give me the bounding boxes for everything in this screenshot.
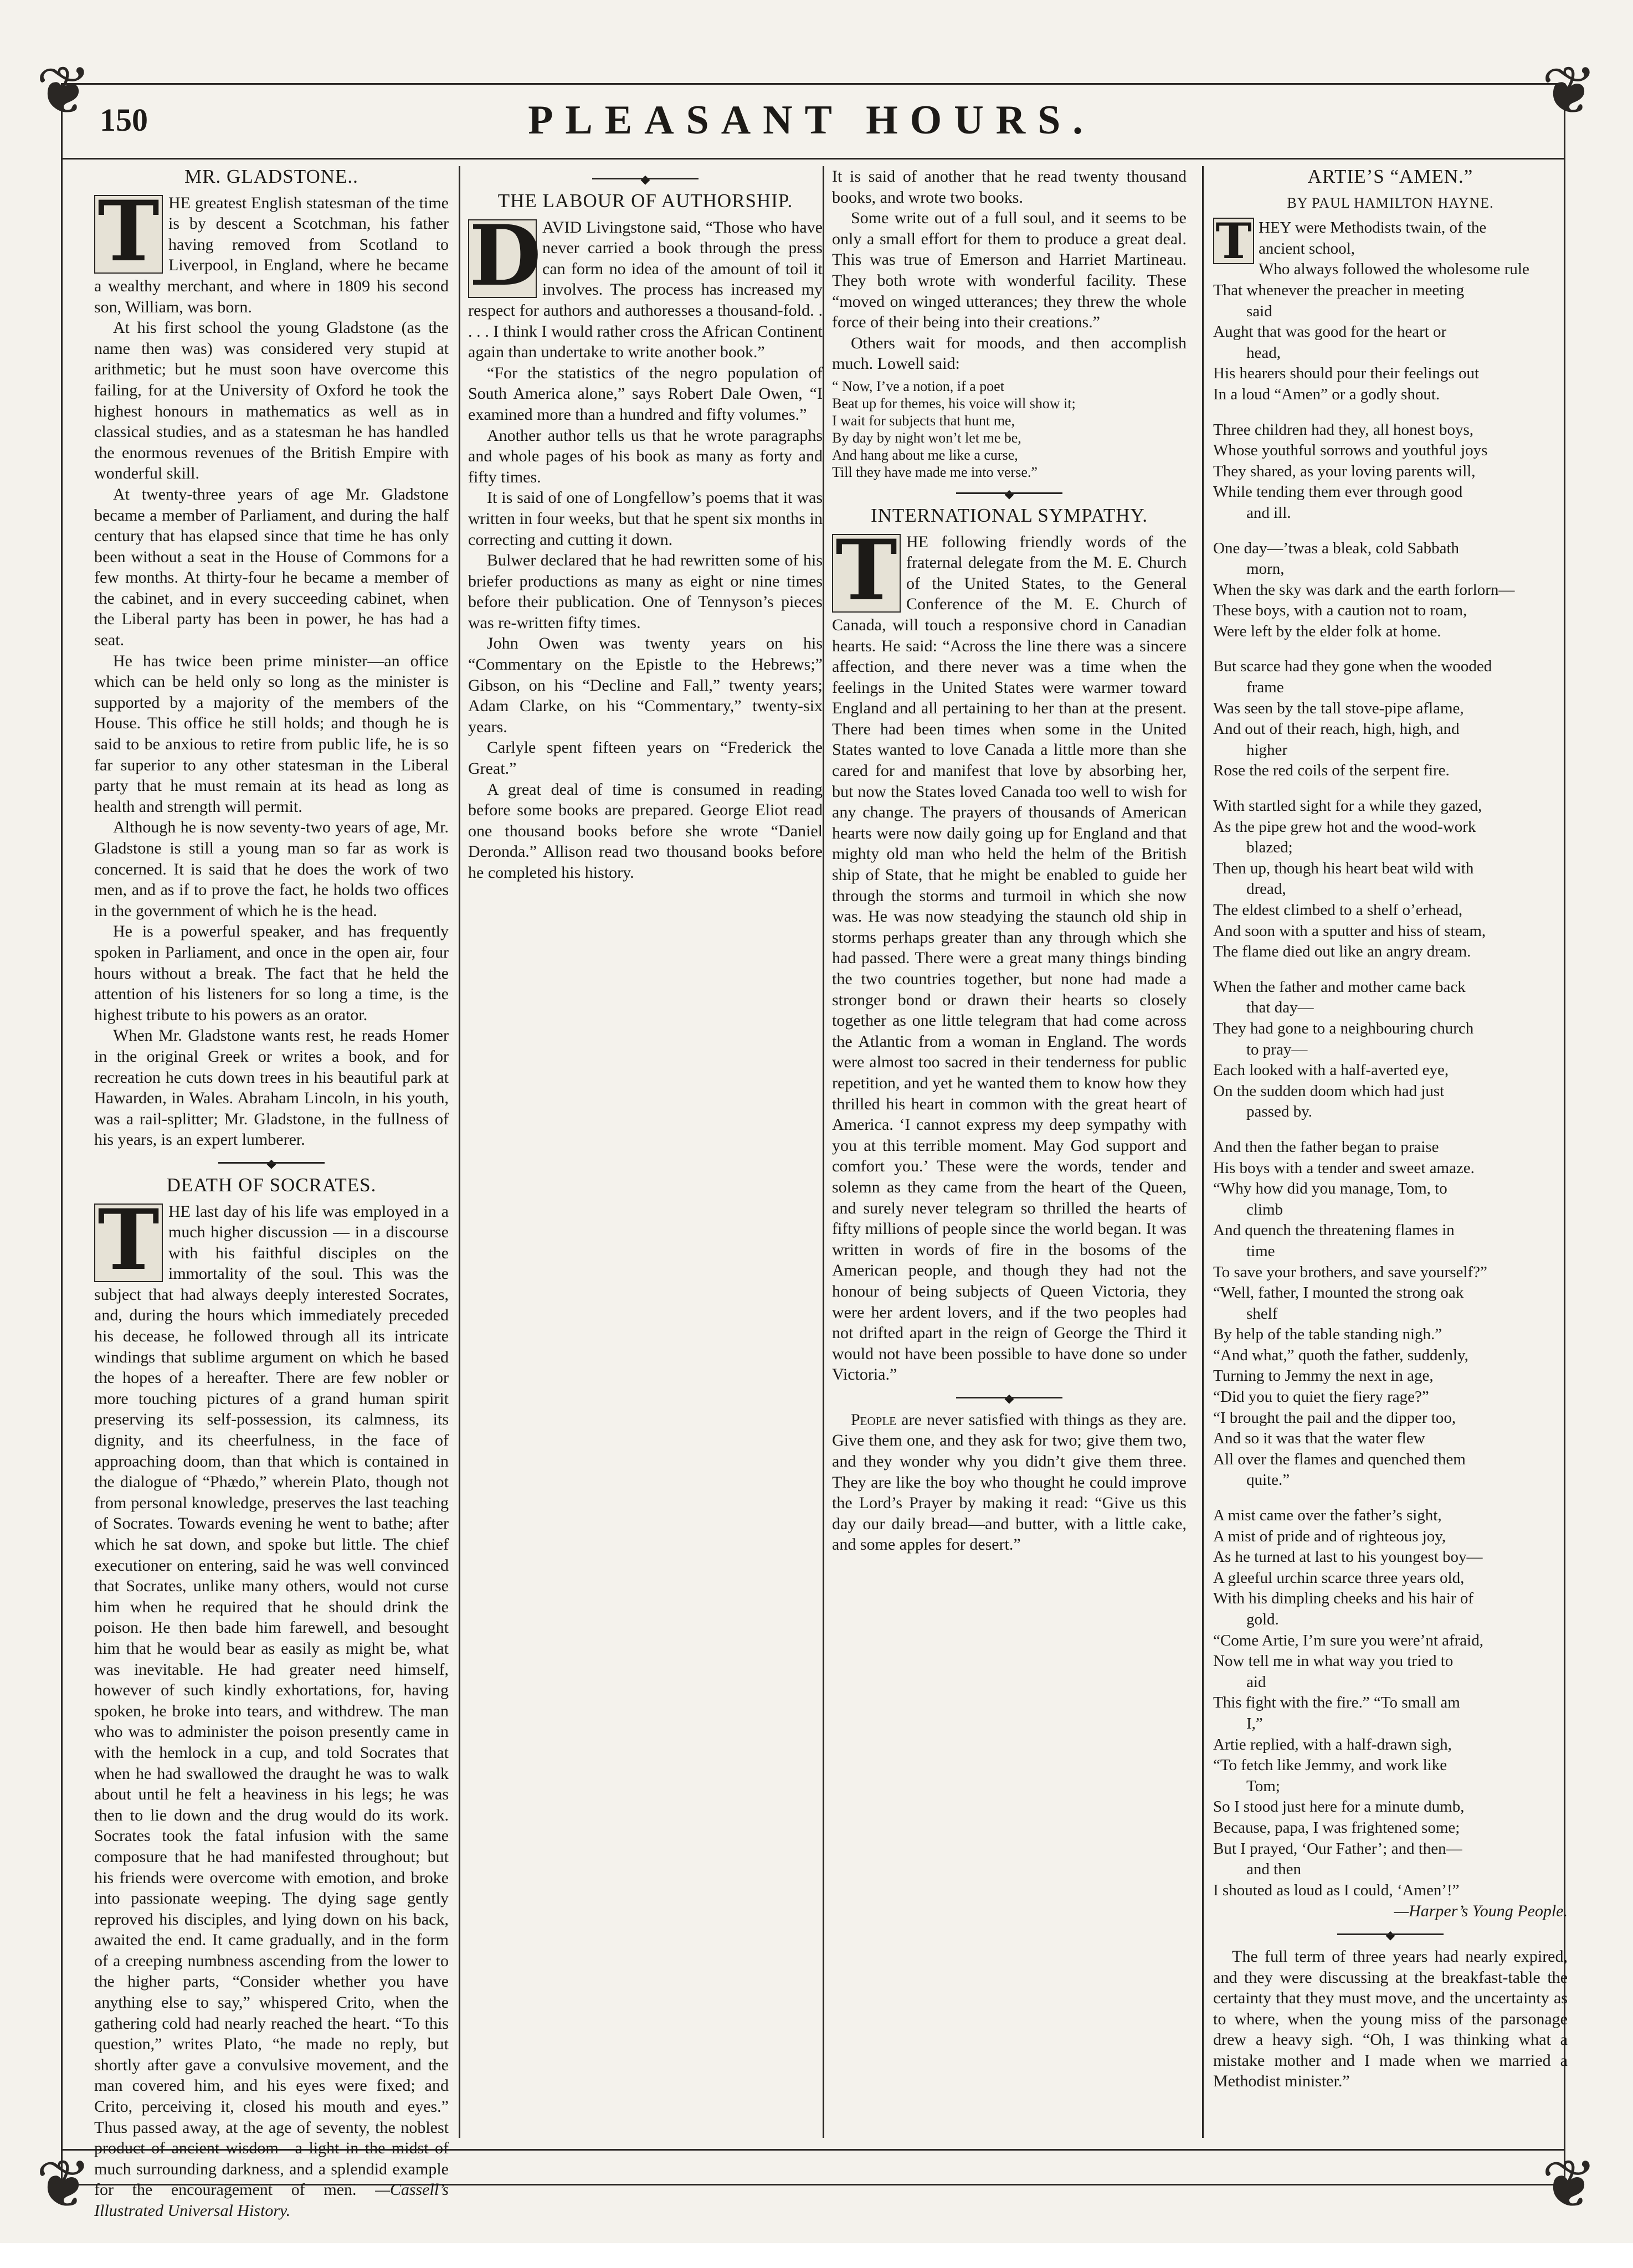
section-separator: [1213, 1922, 1568, 1946]
lowell-verse: [832, 378, 1187, 481]
article-title: INTERNATIONAL SYMPATHY.: [870, 504, 1148, 526]
poem-line: blazed;: [1246, 839, 1293, 857]
poem-credit: —Harper’s Young People.: [1394, 1902, 1568, 1921]
poem-line: “Did you to quiet the fiery rage?”: [1213, 1388, 1429, 1406]
poem-line: “Why how did you manage, Tom, to: [1213, 1180, 1447, 1198]
drop-cap: T: [1213, 218, 1254, 264]
article-paragraph: Another author tells us that he wrote paragraphs and whole pages of his book as many as forty and fifty times.: [468, 426, 823, 486]
article-paragraph: Although he is now seventy-two years of age, Mr. Gladstone is still a young man so far as work is concerned. It is said that he does the work of two men, and as if to prove the fact, he holds two offices in the government of which he is the head.: [94, 818, 449, 920]
poem-line: to pray—: [1246, 1040, 1308, 1058]
poem-line: Three children had they, all honest boys,: [1213, 420, 1474, 439]
article-paragraph: Bulwer declared that he had rewritten some of his briefer productions as many as eight or nine times before their publication. One of Tennyson’s pieces was re-written fifty times.: [468, 551, 823, 632]
poem-line: I shouted as loud as I could, ‘Amen’!”: [1213, 1881, 1460, 1899]
article-paragraph: Some write out of a full soul, and it seems to be only a small effort for them to produce a great deal. This was true of Emerson and Harriet Martineau. They both wrote with wonderful facility. These “moved on winged utterances; they threw the whole force of their being into their creations.”: [832, 209, 1187, 332]
poem-line: Tom;: [1246, 1777, 1280, 1795]
page-number: 150: [100, 102, 148, 138]
poem-line: As the pipe grew hot and the wood-work: [1213, 817, 1476, 836]
verse-line: Till they have made me into verse.”: [832, 464, 1038, 480]
drop-cap: D: [469, 207, 542, 305]
stanza-gap: [1213, 405, 1568, 420]
stanza-gap: [1213, 1123, 1568, 1137]
section-separator: [832, 481, 1187, 505]
column-4: [1213, 166, 1568, 2138]
section-separator: [94, 1150, 449, 1175]
column-3: [832, 166, 1187, 2138]
poem-line: In a loud “Amen” or a godly shout.: [1213, 385, 1440, 403]
poem-line: While tending them ever through good: [1213, 483, 1463, 501]
ornament-bottom-left-icon: ❦: [35, 2148, 92, 2221]
poem-line: And quench the threatening flames in: [1213, 1221, 1455, 1240]
poem-line: This fight with the fire.” “To small am: [1213, 1694, 1460, 1712]
poem-line: aid: [1246, 1673, 1266, 1691]
poem-line: So I stood just here for a minute dumb,: [1213, 1798, 1465, 1816]
poem-line: When the sky was dark and the earth forlorn—: [1213, 580, 1515, 599]
stanza-gap: [1213, 642, 1568, 656]
drop-cap: T: [832, 534, 901, 613]
article-paragraph: T HE greatest English statesman of the time is by descent a Scotchman, his father having removed from Scotland to Liverpool, in England, where he became a wealthy merchant, and where in 1809 his second son, William, was born.: [94, 182, 449, 316]
poem-line: “I brought the pail and the dipper too,: [1213, 1408, 1456, 1427]
poem-line: But scarce had they gone when the wooded: [1213, 657, 1492, 676]
column-divider: [459, 166, 460, 2138]
article-paragraph: He is a powerful speaker, and has frequently spoken in Parliament, and once in the open air, four hours without a break. The fact that he held the attention of his listeners for so long a time, is the highest tribute to his powers as an orator.: [94, 922, 449, 1024]
header-rule: [61, 158, 1564, 160]
section-separator: [832, 1385, 1187, 1410]
poem-line: Who always followed the wholesome rule: [1259, 260, 1529, 279]
article-closing: [1213, 1946, 1568, 2092]
poem-line: A mist of pride and of righteous joy,: [1213, 1527, 1446, 1545]
poem-line: Was seen by the tall stove-pipe aflame,: [1213, 699, 1464, 717]
poem-line: “Come Artie, I’m sure you were’nt afraid,: [1213, 1631, 1483, 1649]
poem-line: Were left by the elder folk at home.: [1213, 622, 1441, 640]
poem-line: And so it was that the water flew: [1213, 1429, 1425, 1448]
poem-line: They had gone to a neighbouring church: [1213, 1019, 1474, 1037]
poem-line: and then: [1246, 1860, 1302, 1879]
poem-title: ARTIE’S “AMEN.”: [1307, 166, 1473, 187]
verse-line: And hang about me like a curse,: [832, 446, 1018, 463]
poem-line: Because, papa, I was frightened some;: [1213, 1818, 1460, 1837]
poem-line: When the father and mother came back: [1213, 978, 1466, 996]
stanza-gap: [1213, 1491, 1568, 1505]
poem-line: These boys, with a caution not to roam,: [1213, 601, 1467, 620]
article-people: [832, 1410, 1187, 1555]
article-title: DEATH OF SOCRATES.: [166, 1174, 377, 1196]
poem-line: morn,: [1246, 560, 1285, 578]
poem-line: ancient school,: [1259, 239, 1355, 258]
poem-line: His hearers should pour their feelings out: [1213, 364, 1480, 383]
page-bottom-margin: [0, 2243, 1633, 2268]
article-paragraph: At his first school the young Gladstone (as the name then was) was considered very stupid at arithmetic; but he must soon have overcome this failing, for at the University of Oxford he took the highest honours in mathematics as well as in classical studies, and as a statesman he has handled the enormous revenues of the British Empire with wonderful skill.: [94, 318, 449, 483]
poem-line: time: [1246, 1242, 1275, 1260]
drop-cap: T: [94, 195, 163, 274]
poem-body: [1213, 212, 1568, 1901]
stanza-gap: [1213, 781, 1568, 796]
article-paragraph: “For the statistics of the negro population of South America alone,” says Robert Dale Owen, “I examined more than a hundred and fifty volumes.”: [468, 363, 823, 424]
article-paragraph: John Owen was twenty years on his “Commentary on the Epistle to the Hebrews;” Gibson, on his “Decline and Fall,” twenty years; Adam Clarke, on his “Commentary,” twenty-six years.: [468, 634, 823, 736]
column-divider: [823, 166, 824, 2138]
poem-line: gold.: [1246, 1611, 1279, 1628]
stanza-gap: [1213, 524, 1568, 538]
section-separator: [468, 166, 823, 191]
poem-line: frame: [1246, 678, 1284, 697]
article-authorship: [468, 166, 823, 883]
poem-line: “And what,” quoth the father, suddenly,: [1213, 1346, 1468, 1364]
article-international-sympathy: [832, 505, 1187, 1385]
poem-line: Whose youthful sorrows and youthful joys: [1213, 441, 1488, 460]
poem-line: The flame died out like an angry dream.: [1213, 943, 1471, 961]
poem-line: Then up, though his heart beat wild with: [1213, 859, 1474, 877]
article-paragraph: It is said of another that he read twenty thousand books, and wrote two books.: [832, 167, 1187, 207]
poem-line: I,”: [1246, 1714, 1263, 1732]
article-paragraph: Carlyle spent fifteen years on “Frederick the Great.”: [468, 738, 823, 778]
poem-line: Artie replied, with a half-drawn sigh,: [1213, 1735, 1452, 1753]
column-1: [94, 166, 449, 2220]
poem-line: On the sudden doom which had just: [1213, 1082, 1445, 1100]
article-paragraph: People are never satisfied with things as they are. Give them one, and they ask for two; give them two, and they wonder why you didn’t give them three. They are like the boy who thought he could improve the Lord’s Prayer by making it read: “Give us this day our daily bread—and butter, with a little cake, and some apples for desert.”: [832, 1410, 1187, 1554]
poem-arties-amen: [1213, 166, 1568, 1922]
poem-line: head,: [1246, 343, 1281, 362]
poem-line: higher: [1246, 740, 1288, 759]
poem-line: They shared, as your loving parents will,: [1213, 462, 1476, 480]
poem-line: passed by.: [1246, 1103, 1312, 1121]
ornament-top-left-icon: ❦: [35, 54, 92, 128]
poem-line: quite.”: [1246, 1471, 1290, 1489]
poem-line: All over the flames and quenched them: [1213, 1450, 1466, 1468]
verse-line: Beat up for themes, his voice will show it;: [832, 395, 1076, 412]
poem-line: And out of their reach, high, high, and: [1213, 720, 1460, 738]
poem-line: The eldest climbed to a shelf o’erhead,: [1213, 901, 1463, 919]
poem-line: By help of the table standing nigh.”: [1213, 1325, 1442, 1344]
poem-line: climb: [1246, 1200, 1283, 1218]
poem-line: “To fetch like Jemmy, and work like: [1213, 1756, 1447, 1775]
article-paragraph: It is said of one of Longfellow’s poems that it was written in four weeks, but that he spent six months in correcting and cutting it down.: [468, 488, 823, 549]
article-paragraph: He has twice been prime minister—an office which can be held only so long as the minister is supported by a majority of the members of the House. This office he still holds; and though he is said to be anxious to retire from public life, he is so far superior to any other statesman in the Liberal party that he must remain at its head as long as health and strength will permit.: [94, 651, 449, 816]
poem-line: and ill.: [1246, 503, 1291, 522]
poem-byline: BY PAUL HAMILTON HAYNE.: [1287, 194, 1494, 211]
article-paragraph: D AVID Livingstone said, “Those who have never carried a book through the press can form no idea of the amount of toil it involves. The process has increased my respect for authors and authoresses a thousand-fold. . . . . I think I would rather cross the African Continent again than undertake to write another book.”: [468, 207, 823, 362]
poem-line: But I prayed, ‘Our Father’; and then—: [1213, 1839, 1462, 1858]
poem-line: Now tell me in what way you tried to: [1213, 1652, 1454, 1670]
article-socrates: [94, 1175, 449, 2221]
verse-line: I wait for subjects that hunt me,: [832, 412, 1015, 429]
article-paragraph: When Mr. Gladstone wants rest, he reads Homer in the original Greek or writes a book, and for recreation he cuts down trees in his beautiful park at Hawarden, in Wales. Abraham Lincoln, in his youth, was a rail-splitter; Mr. Gladstone, in the fullness of his years, is an expert lumberer.: [94, 1026, 449, 1149]
article-paragraph: Others wait for moods, and then accomplish much. Lowell said:: [832, 333, 1187, 373]
article-paragraph: At twenty-three years of age Mr. Gladstone became a member of Parliament, and during the half century that has elapsed since that time he has only been without a seat in the House of Commons for a few months. At thirty-four he became a member of the cabinet, and in every succeeding cabinet, when the Liberal party has been in power, he has had a seat.: [94, 485, 449, 650]
column-divider: [1202, 166, 1204, 2138]
poem-line: Turning to Jemmy the next in age,: [1213, 1367, 1434, 1385]
stanza-gap: [1213, 963, 1568, 977]
article-paragraph: T HE following friendly words of the fraternal delegate from the M. E. Church of the United States, to the General Conference of the M. E. Church of Canada, will touch a responsive chord in Canadian hearts. He said: “Across the line there was a sincere affection, and there never was a time when the feelings in the United States were warmer toward England and all pertaining to her than at the present. There had been times when some in the United States wanted to love Canada a little more than she cared for and manifest that love by absorbing her, but now the States loved Canada too well to wish for any change. The prayers of thousands of American hearts were now daily going up for England and that mighty old man who held the helm of the British ship of State, that he might be enabled to guide her through the storms and turmoil in which she now was. He was now steadying the staunch old ship in storms perhaps greater than any through which she had passed. There were a great many things binding the two countries together, but none had made a stronger bond or drawn their hearts so closely together as one little telegram that had come across the Atlantic from a woman in England. The words were almost too sacred in their tenderness for public repetition, and yet he wanted them to know how they thrilled his heart in common with the great heart of America. ‘I cannot express my deep sympathy with you at this terrible moment. May God support and comfort you.’ These were the words, tender and solemn as they came from the heart of the Queen, and surely never telegram so thrilled the hearts of fifty millions of people since the world began. It was written in words of fire in the bosoms of the American people, and though they had not the honour of being subjects of Queen Victoria, they were her ardent lovers, and if the two peoples had not drifted apart in the reign of George the Third it would not have been possible to have done so under Victoria.”: [832, 521, 1187, 1384]
poem-line: T HEY were Methodists twain, of the: [1213, 218, 1568, 239]
publication-title: PLEASANT HOURS.: [528, 97, 1095, 143]
lead-word: People: [851, 1410, 897, 1429]
poem-line: “Well, father, I mounted the strong oak: [1213, 1284, 1464, 1302]
poem-line: As he turned at last to his youngest boy—: [1213, 1548, 1483, 1566]
poem-line: dread,: [1246, 880, 1286, 898]
poem-line: And soon with a sputter and hiss of steam,: [1213, 922, 1486, 940]
column-2: [468, 166, 823, 2138]
ornament-top-right-icon: ❦: [1541, 54, 1598, 128]
article-paragraph: T HE last day of his life was employed in a much higher discussion — in a discourse with his faithful disciples on the immortality of the soul. This was the subject that had always deeply interested Socrates, and, during the hours which immediately preceded his decease, he followed through all its intricate windings that sublime argument on which he based the hopes of a hereafter. There are few nobler or more touching pictures of a grand human spirit preserving its self-possession, its calmness, its dignity, and its cheerfulness, in the face of approaching doom, than that which is contained in the dialogue of “Phædo,” wherein Plato, though not from personal knowledge, preserves the last teaching of Socrates. Towards evening he went to bathe; after which he sat down, and spoke but little. The chief executioner on entering, said he was well convinced that Socrates, unlike many others, would not curse him when he required that he should drink the poison. He then bade him farewell, and besought him that he would bear as easily as might be, what was inevitable. He had greater need himself, however of such kindly exhortations, for, having spoken, he broke into tears, and withdrew. The man who was to administer the poison presently came in with the hemlock in a cup, and told Socrates that when he had swallowed the draught he was to walk about until he felt a heaviness in his legs; he was then to lie down and the drug would do its work. Socrates took the fatal infusion with the same composure that he had manifested throughout; but his friends were overcome with emotion, and broke into passionate weeping. The dying sage gently reproved his disciples, and lying down on his back, awaited the end. It came gradually, and in the form of a creeping numbness ascending from the lower to the higher parts, “Consider whether you have anything else to say,” whispered Crito, when the gathering cold had nearly reached the heart. “To this question,” writes Plato, “he made no reply, but shortly after gave a convulsive movement, and the man covered him, and his eyes were fixed; and Crito, perceiving it, closed his mouth and eyes.” Thus passed away, at the age of seventy, the noblest product of ancient wisdom—a light in the midst of much surrounding darkness, and a splendid example for the encouragement of men. —Cassell’s Illustrated Universal History.: [94, 1191, 449, 2220]
poem-line: With his dimpling cheeks and his hair of: [1213, 1590, 1474, 1608]
poem-line: His boys with a tender and sweet amaze.: [1213, 1159, 1475, 1177]
article-paragraph: A great deal of time is consumed in reading before some books are prepared. George Eliot read one thousand books before she wrote “Daniel Deronda.” Allison read two thousand books before he completed his history.: [468, 780, 823, 882]
article-title: MR. GLADSTONE..: [184, 166, 358, 187]
poem-line: shelf: [1246, 1304, 1278, 1323]
article-gladstone: [94, 166, 449, 1150]
verse-line: By day by night won’t let me be,: [832, 429, 1021, 446]
article-credit: —Cassell’s Illustrated Universal History.: [94, 2180, 449, 2220]
poem-line: One day—’twas a bleak, cold Sabbath: [1213, 539, 1460, 557]
article-paragraph: The full term of three years had nearly expired, and they were discussing at the breakfast-table the certainty that they must move, and the uncertainty as to where, when the young miss of the parsonage drew a heavy sigh. “Oh, I was thinking what a mistake mother and I made when we married a Methodist minister.”: [1213, 1947, 1568, 2091]
poem-line: A gleeful urchin scarce three years old,: [1213, 1568, 1465, 1587]
poem-line: Rose the red coils of the serpent fire.: [1213, 762, 1450, 780]
poem-line: With startled sight for a while they gazed,: [1213, 797, 1482, 815]
poem-line: And then the father began to praise: [1213, 1138, 1439, 1156]
poem-line: Each looked with a half-averted eye,: [1213, 1061, 1449, 1079]
drop-cap: T: [94, 1204, 163, 1282]
poem-line: To save your brothers, and save yourself?”: [1213, 1263, 1487, 1281]
verse-line: “ Now, I’ve a notion, if a poet: [832, 378, 1004, 394]
poem-line: Aught that was good for the heart or: [1213, 323, 1447, 341]
running-header: [66, 91, 1557, 152]
article-title: THE LABOUR OF AUTHORSHIP.: [497, 190, 793, 212]
poem-line: A mist came over the father’s sight,: [1213, 1506, 1442, 1525]
poem-line: That whenever the preacher in meeting: [1213, 281, 1465, 299]
poem-line: said: [1246, 302, 1272, 320]
ornament-bottom-right-icon: ❦: [1541, 2148, 1598, 2221]
poem-line: that day—: [1246, 999, 1314, 1017]
